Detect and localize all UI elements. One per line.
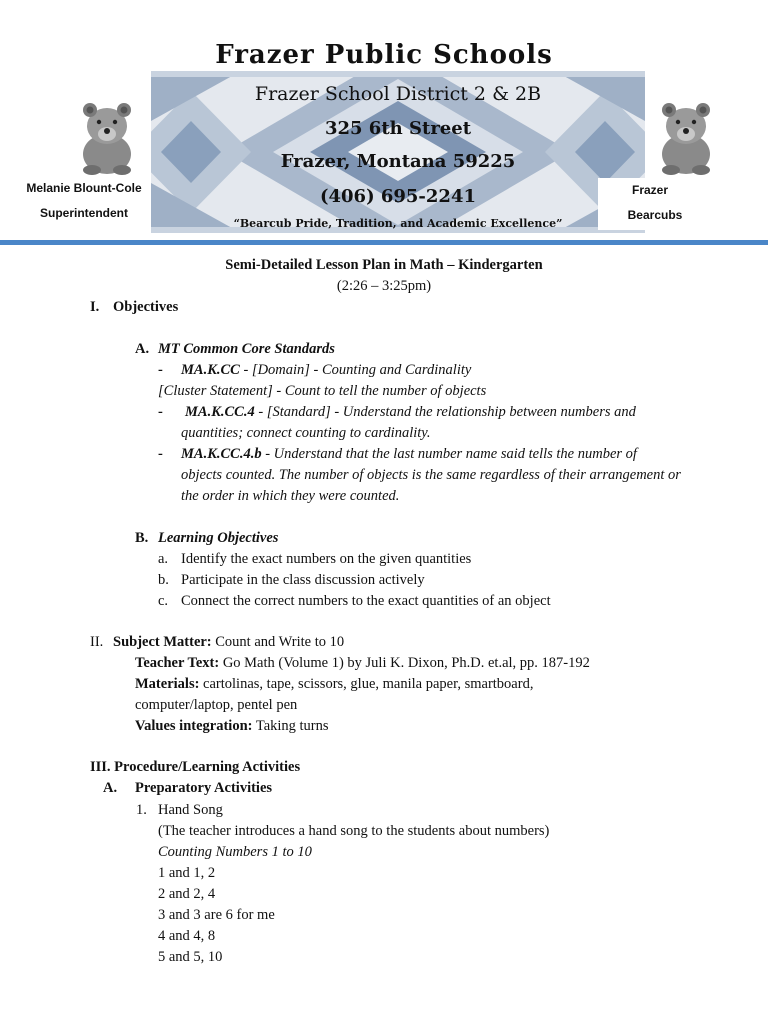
song-line: 3 and 3 are 6 for me — [158, 907, 275, 923]
cluster-statement: [Cluster Statement] - Count to tell the number of objects — [158, 383, 487, 399]
song-line: 4 and 4, 8 — [158, 928, 216, 944]
objective-c-text: Connect the correct numbers to the exact quantities of an object — [181, 593, 551, 609]
materials-value: cartolinas, tape, scissors, glue, manila paper, smartboard, — [199, 676, 534, 692]
section-1-number: I. — [90, 299, 100, 315]
standard-3 — [181, 445, 637, 463]
standard-3-code: MA.K.CC.4.b — [181, 446, 262, 462]
objective-a-text: Identify the exact numbers on the given quantities — [181, 551, 472, 567]
mascot-line-1: Frazer — [631, 183, 669, 197]
section-1-title: Objectives — [113, 299, 179, 315]
letterhead-banner — [151, 71, 645, 233]
song-line: 5 and 5, 10 — [158, 949, 223, 965]
values-integration — [135, 717, 329, 735]
subject-matter-value: Count and Write to 10 — [211, 634, 345, 650]
subsection-a-letter: A. — [135, 341, 150, 357]
standard-2-text: - [Standard] - Understand the relationship between numbers and — [254, 404, 636, 420]
standard-3-dash: - — [158, 446, 163, 462]
subsection-b-letter: B. — [135, 530, 149, 546]
materials-label: Materials: — [135, 676, 200, 692]
objective-b-letter: b. — [158, 572, 169, 588]
standard-2-text-cont: quantities; connect counting to cardinality. — [181, 425, 431, 441]
phone-number: (406) 695-2241 — [319, 186, 476, 207]
standard-1-code: MA.K.CC — [181, 362, 240, 378]
objective-c-letter: c. — [158, 593, 169, 609]
street-address: 325 6th Street — [324, 118, 472, 139]
item-1-note: (The teacher introduces a hand song to the students about numbers) — [158, 823, 550, 839]
section-3-title: III. Procedure/Learning Activities — [90, 759, 301, 775]
materials — [135, 675, 533, 693]
subject-matter-label: Subject Matter: — [113, 634, 212, 650]
standard-1-text: - [Domain] - Counting and Cardinality — [239, 362, 472, 378]
subsection-b-title: Learning Objectives — [158, 530, 279, 546]
standard-1 — [181, 361, 471, 379]
item-1-number: 1. — [136, 802, 147, 818]
superintendent-title: Superintendent — [39, 206, 128, 220]
subject-matter — [113, 633, 344, 651]
objective-a-letter: a. — [158, 551, 169, 567]
song-line: 2 and 2, 4 — [158, 886, 216, 902]
materials-cont: computer/laptop, pentel pen — [135, 697, 298, 713]
teacher-text-label: Teacher Text: — [135, 655, 220, 671]
standard-3-text-cont: objects counted. The number of objects is the same regardless of their arrangement or — [181, 467, 681, 483]
objective-b-text: Participate in the class discussion actively — [181, 572, 425, 588]
subsection-a-title: MT Common Core Standards — [158, 341, 335, 357]
section-2-number: II. — [90, 634, 104, 650]
values-value: Taking turns — [252, 718, 329, 734]
school-motto: “Bearcub Pride, Tradition, and Academic Excellence” — [233, 217, 563, 230]
standard-2-code: MA.K.CC.4 — [185, 404, 255, 420]
item-1-title: Hand Song — [158, 802, 223, 818]
values-label: Values integration: — [135, 718, 253, 734]
doc-time: (2:26 – 3:25pm) — [336, 278, 432, 294]
teacher-text-value: Go Math (Volume 1) by Juli K. Dixon, Ph.D. et.al, pp. 187-192 — [219, 655, 590, 671]
standard-2-dash: - — [158, 404, 163, 420]
standard-3-text-cont-2: the order in which they were counted. — [181, 488, 400, 504]
standard-3-text: - Understand that the last number name said tells the number of — [261, 446, 637, 462]
teacher-text — [135, 654, 590, 672]
city-state-zip: Frazer, Montana 59225 — [280, 151, 516, 172]
song-title: Counting Numbers 1 to 10 — [158, 844, 312, 860]
standard-2 — [185, 403, 636, 421]
bear-cub-right-icon — [651, 94, 721, 176]
superintendent-name: Melanie Blount-Cole — [26, 181, 142, 195]
preparatory-letter: A. — [103, 780, 118, 796]
header-divider — [0, 240, 768, 245]
preparatory-title: Preparatory Activities — [135, 780, 273, 796]
standard-1-dash: - — [158, 362, 163, 378]
district-name: Frazer School District 2 & 2B — [254, 83, 542, 105]
doc-title: Semi-Detailed Lesson Plan in Math – Kindergarten — [225, 257, 543, 273]
song-line: 1 and 1, 2 — [158, 865, 216, 881]
school-name: Frazer Public Schools — [215, 40, 553, 70]
bear-cub-left-icon — [72, 94, 142, 176]
mascot-line-2: Bearcubs — [627, 208, 683, 222]
